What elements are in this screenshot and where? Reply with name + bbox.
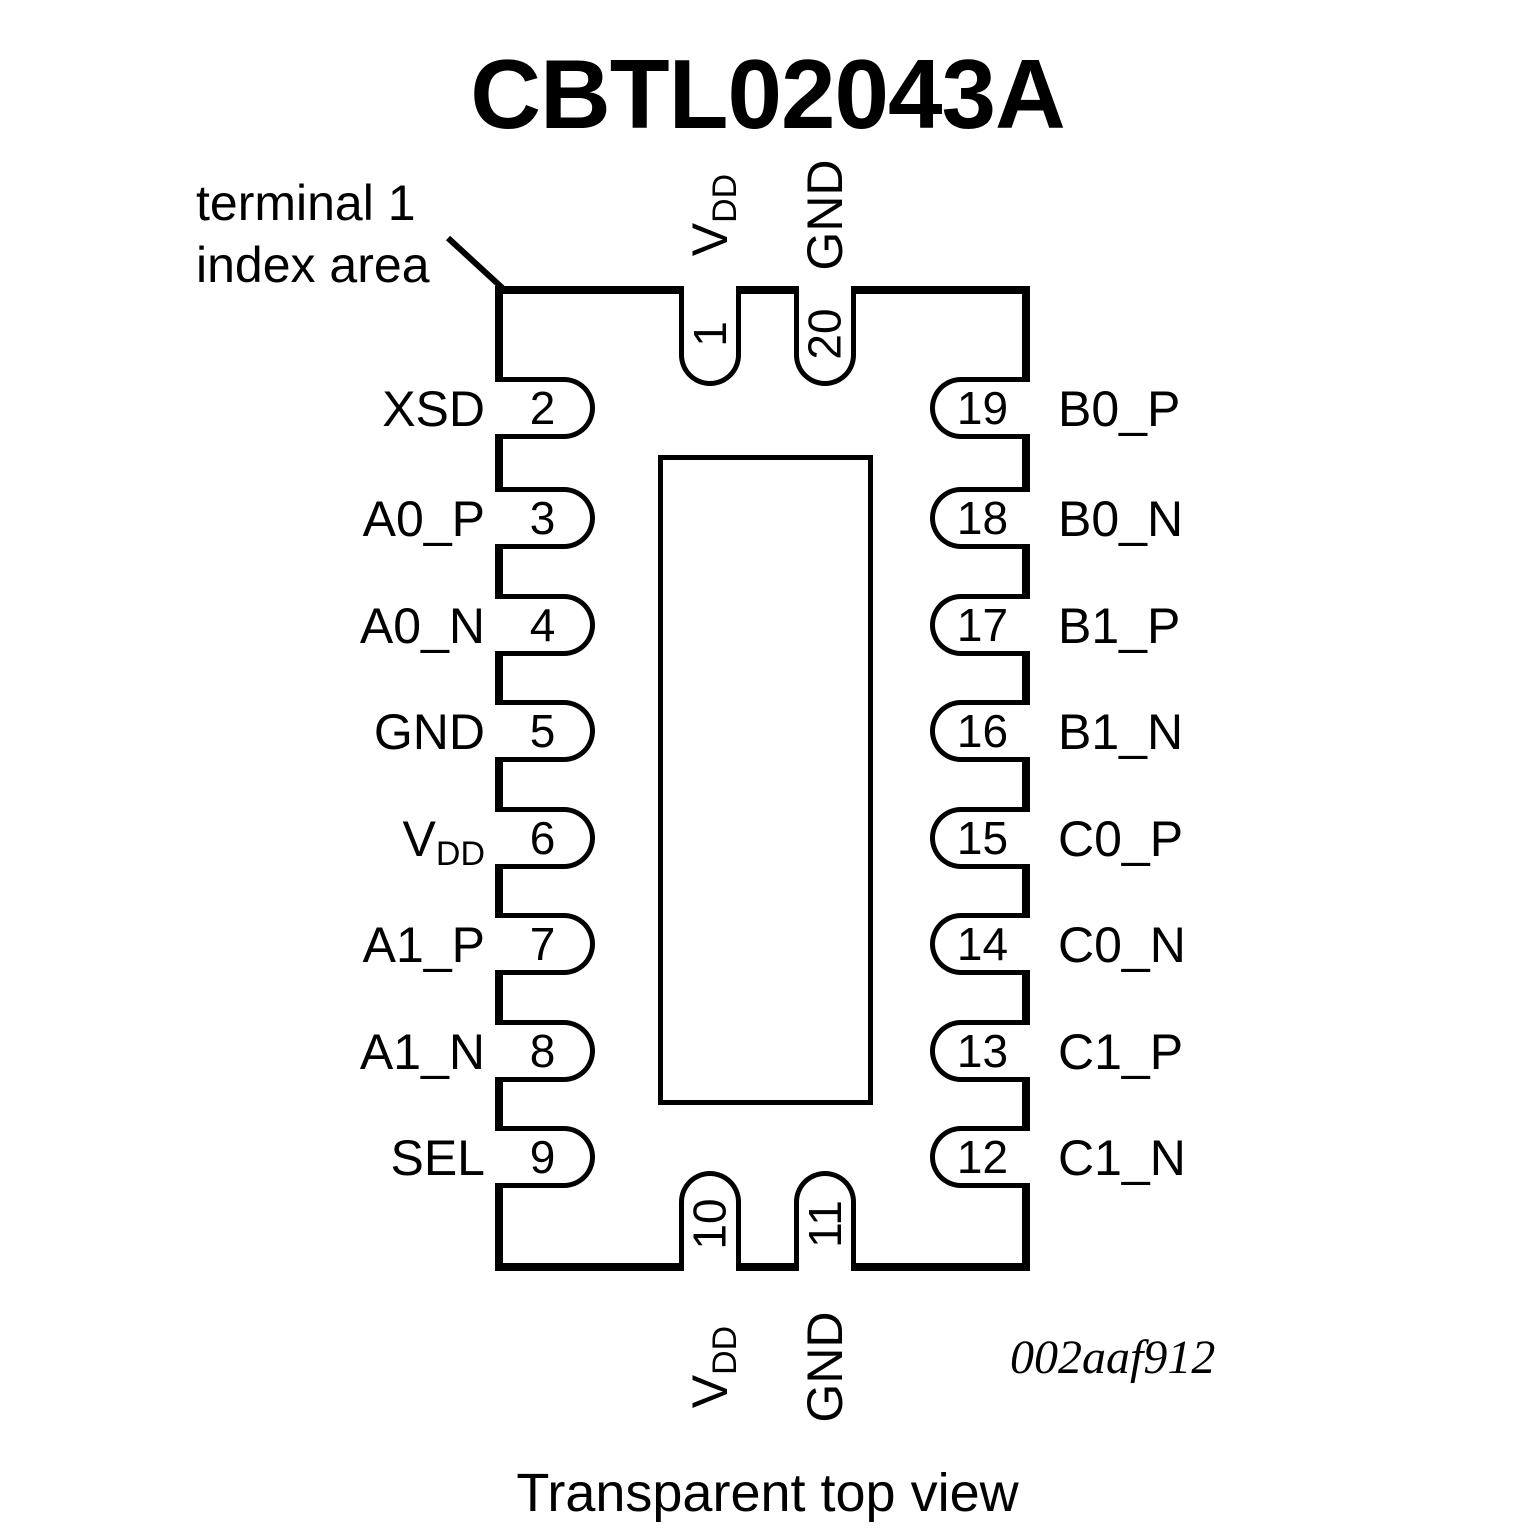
pin-16-number: 16: [956, 705, 1009, 757]
pin-20-number: 20: [798, 307, 851, 360]
pin-4-label-base: A0_N: [359, 598, 485, 654]
pin-12-number: 12: [956, 1131, 1009, 1183]
pin-7[interactable]: [495, 913, 595, 975]
pin-20[interactable]: [794, 286, 856, 386]
pin-13-label-base: C1_P: [1058, 1024, 1184, 1080]
pin-8-number: 8: [529, 1025, 556, 1077]
pin-18[interactable]: [930, 487, 1030, 549]
pin-20-label-base: GND: [797, 159, 853, 271]
pin-5-label-base: GND: [373, 704, 485, 760]
pin-16-label: [1058, 704, 1184, 760]
pin-13[interactable]: [930, 1020, 1030, 1082]
pin-10-label-base: V: [682, 1374, 738, 1409]
pin-17[interactable]: [930, 594, 1030, 656]
pin-14-label: [1058, 917, 1186, 973]
exposed-die-pad: [658, 455, 873, 1105]
pin-15[interactable]: [930, 807, 1030, 869]
pin-6-label-base: V: [402, 811, 436, 867]
pin-15-label-base: C0_P: [1058, 811, 1184, 867]
pin-12[interactable]: [930, 1126, 1030, 1188]
pin-10-label-sub: DD: [706, 1325, 744, 1375]
pin-15-label: [1058, 811, 1184, 867]
pin-2[interactable]: [495, 377, 595, 439]
pin-13-number: 13: [956, 1025, 1009, 1077]
pin-5-number: 5: [529, 705, 556, 757]
pin-7-label-base: A1_P: [362, 917, 485, 973]
pin-2-label: [382, 381, 485, 437]
pin-4-number: 4: [529, 599, 556, 651]
pin-7-label: [362, 917, 485, 973]
pin-4[interactable]: [495, 594, 595, 656]
pin-13-label: [1058, 1024, 1184, 1080]
pin-19-number: 19: [956, 382, 1009, 434]
pin-14-number: 14: [956, 918, 1009, 970]
pin-10[interactable]: [679, 1171, 741, 1271]
pin-3-label-base: A0_P: [362, 491, 485, 547]
page-title: CBTL02043A: [470, 39, 1065, 149]
pin-3-label: [362, 491, 485, 547]
pin-1[interactable]: [679, 286, 741, 386]
pin-9[interactable]: [495, 1126, 595, 1188]
pin-16[interactable]: [930, 700, 1030, 762]
pin-10-label: [682, 1297, 744, 1437]
pin-8-label: [359, 1024, 485, 1080]
terminal-1-line-1: terminal 1: [196, 175, 416, 231]
pin-14[interactable]: [930, 913, 1030, 975]
pin-2-number: 2: [529, 382, 556, 434]
pin-9-label-base: SEL: [390, 1130, 485, 1186]
pin-9-number: 9: [529, 1131, 556, 1183]
pin-1-number: 1: [684, 320, 736, 347]
pin-10-number: 10: [683, 1197, 736, 1250]
pin-17-number: 17: [956, 599, 1009, 651]
pin-18-label: [1058, 491, 1184, 547]
pin-1-label-sub: DD: [706, 173, 744, 223]
pin-11-number: 11: [798, 1199, 851, 1248]
pin-11[interactable]: [794, 1171, 856, 1271]
pin-6[interactable]: [495, 807, 595, 869]
pin-16-label-base: B1_N: [1058, 704, 1184, 760]
pin-3[interactable]: [495, 487, 595, 549]
document-id: 002aaf912: [1010, 1331, 1216, 1384]
pin-18-number: 18: [956, 492, 1009, 544]
pin-8[interactable]: [495, 1020, 595, 1082]
pin-19-label-base: B0_P: [1058, 381, 1181, 437]
pin-17-label-base: B1_P: [1058, 598, 1181, 654]
pin-3-number: 3: [529, 492, 556, 544]
pin-12-label-base: C1_N: [1058, 1130, 1186, 1186]
terminal-1-index-annotation: [196, 172, 430, 296]
pin-4-label: [359, 598, 485, 654]
pin-19[interactable]: [930, 377, 1030, 439]
pin-20-label: [797, 145, 853, 285]
pin-19-label: [1058, 381, 1181, 437]
pin-2-label-base: XSD: [382, 381, 485, 437]
pin-8-label-base: A1_N: [359, 1024, 485, 1080]
pin-6-number: 6: [529, 812, 556, 864]
pin-6-label-sub: DD: [435, 835, 485, 873]
pin-14-label-base: C0_N: [1058, 917, 1186, 973]
pin-18-label-base: B0_N: [1058, 491, 1184, 547]
pin-6-label: [402, 811, 485, 873]
pin-12-label: [1058, 1130, 1186, 1186]
figure-caption: Transparent top view: [516, 1463, 1019, 1523]
terminal-1-line-2: index area: [196, 237, 430, 293]
pin-9-label: [390, 1130, 485, 1186]
pin-5[interactable]: [495, 700, 595, 762]
pin-11-label-base: GND: [797, 1311, 853, 1423]
pin-17-label: [1058, 598, 1181, 654]
pin-1-label-base: V: [682, 222, 738, 257]
pin-7-number: 7: [529, 918, 556, 970]
pin-5-label: [373, 704, 485, 760]
pin-1-label: [682, 145, 744, 285]
pin-15-number: 15: [956, 812, 1009, 864]
pin-11-label: [797, 1297, 853, 1437]
